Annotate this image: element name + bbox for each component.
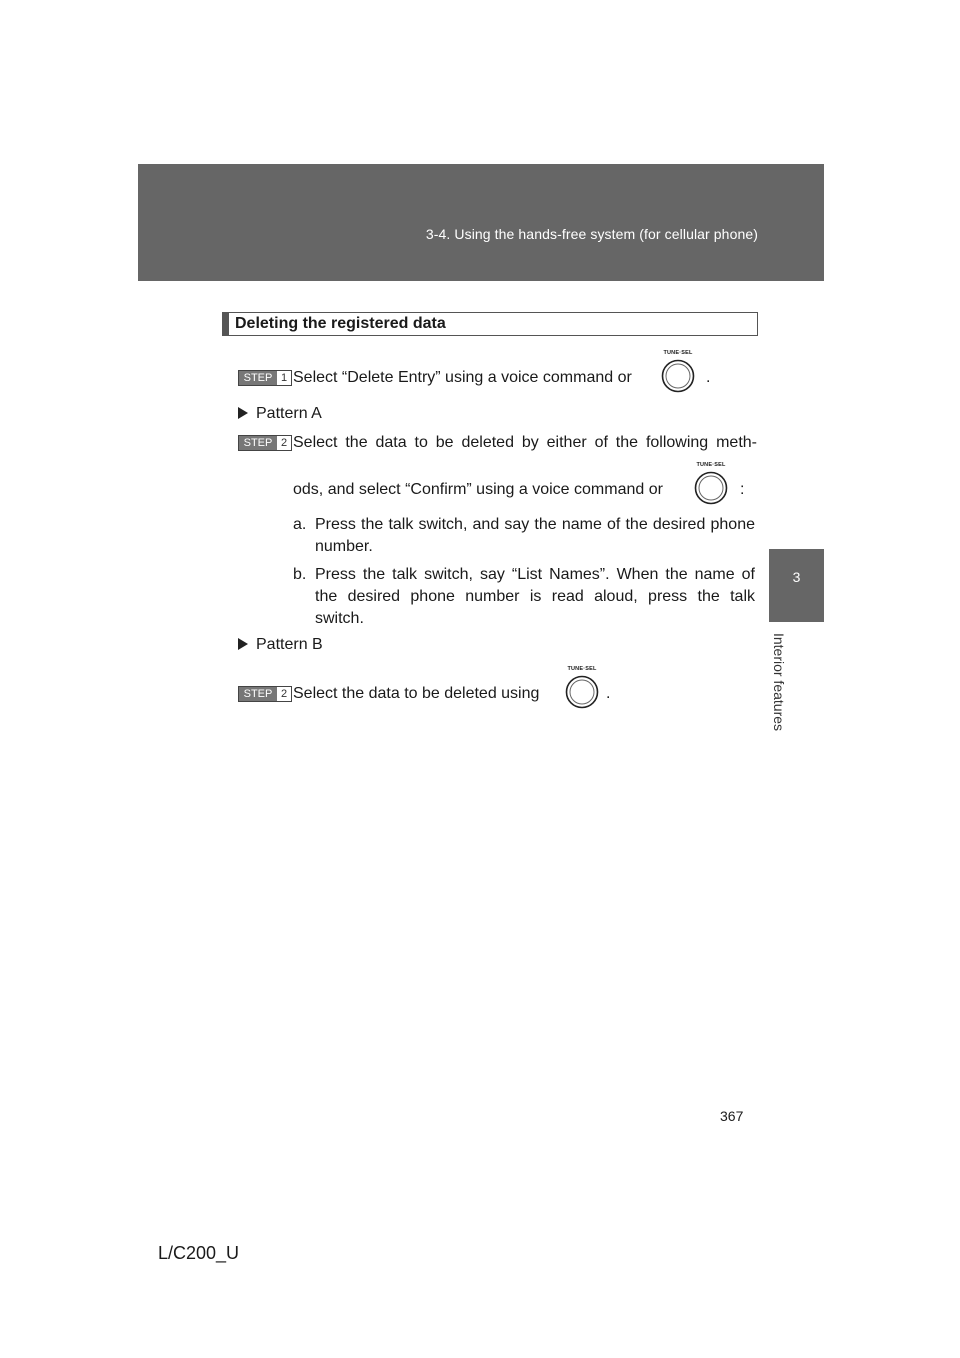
tune-sel-knob-icon xyxy=(661,350,695,394)
step1-text: Select “Delete Entry” using a voice command or xyxy=(293,369,632,386)
chapter-side-label-text: Interior features xyxy=(771,632,787,732)
pattern-a-text: Pattern A xyxy=(256,405,322,422)
step-badge-2b xyxy=(238,686,292,702)
item-a-marker: a. xyxy=(293,516,307,533)
step-badge-number: 1 xyxy=(277,371,291,385)
knob-label: TUNE·SEL xyxy=(696,462,726,468)
tune-sel-knob-icon xyxy=(694,462,728,506)
step-badge-word: STEP xyxy=(239,371,277,385)
step2b-end: . xyxy=(606,685,611,702)
knob-label: TUNE·SEL xyxy=(663,350,693,356)
pattern-b-text: Pattern B xyxy=(256,636,323,653)
step-badge-1 xyxy=(238,370,292,386)
tune-sel-knob-icon xyxy=(565,666,599,710)
pattern-b-label xyxy=(238,634,323,656)
step-badge-2a xyxy=(238,435,292,451)
step2a-line2: ods, and select “Confirm” using a voice command or xyxy=(293,481,663,498)
knob-label: TUNE·SEL xyxy=(567,666,597,672)
item-a-text: Press the talk switch, and say the name of the desired phone number. xyxy=(315,516,755,555)
chapter-side-label xyxy=(768,630,790,734)
section-heading: Deleting the registered data xyxy=(222,312,758,336)
step-badge-number: 2 xyxy=(277,436,291,450)
step-badge-word: STEP xyxy=(239,687,277,701)
chapter-header-band xyxy=(138,164,824,281)
chapter-header-title: 3-4. Using the hands-free system (for cellular phone) xyxy=(425,226,758,242)
item-b-marker: b. xyxy=(293,566,307,583)
pointer-triangle-icon xyxy=(238,638,248,650)
step-badge-word: STEP xyxy=(239,436,277,450)
step2a-line1: Select the data to be deleted by either of the following meth- xyxy=(293,434,757,451)
page-number: 367 xyxy=(720,1108,744,1124)
document-code: L/C200_U xyxy=(158,1243,240,1263)
pattern-a-label xyxy=(238,403,322,425)
chapter-number: 3 xyxy=(792,569,801,585)
step2b-text: Select the data to be deleted using xyxy=(293,685,540,702)
chapter-side-tab xyxy=(769,549,824,622)
step1-end: . xyxy=(706,369,711,386)
step2a-end: : xyxy=(740,481,745,498)
item-b-text: Press the talk switch, say “List Names”. When the name of the desired phone number is read aloud, press the talk switch. xyxy=(315,566,755,627)
step-badge-number: 2 xyxy=(277,687,291,701)
pointer-triangle-icon xyxy=(238,407,248,419)
